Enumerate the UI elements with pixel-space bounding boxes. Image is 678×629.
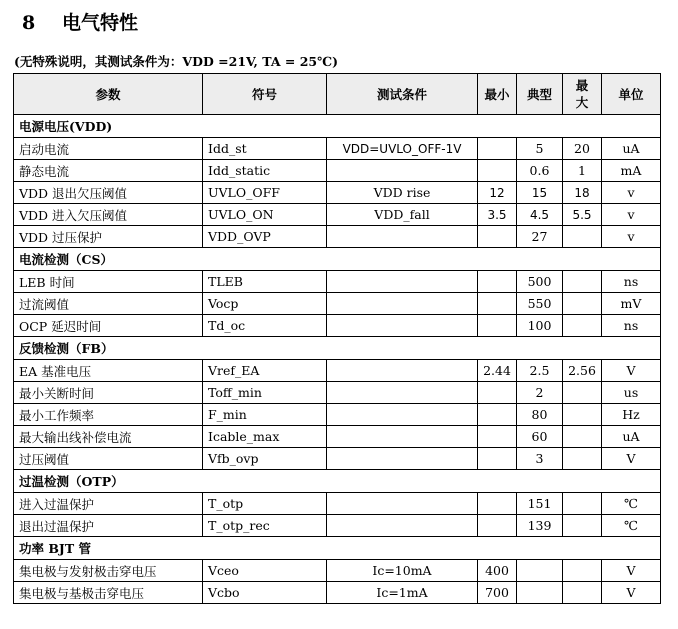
table-body [14,115,661,604]
section-header-row [14,470,661,493]
param-cell: 启动电流 [14,138,203,160]
symbol-cell: Idd_static [203,160,327,182]
min-cell [478,160,517,182]
section-header-row [14,537,661,560]
symbol-cell: Idd_st [203,138,327,160]
table-header-row [14,74,661,115]
table-row [14,226,661,248]
condition-cell [327,160,478,182]
electrical-characteristics-table [13,73,661,604]
param-cell: VDD 进入欠压阈值 [14,204,203,226]
unit-cell: V [602,360,661,382]
table-row [14,360,661,382]
max-cell [563,293,602,315]
table-row [14,160,661,182]
typ-cell: 2.5 [517,360,563,382]
unit-cell: v [602,204,661,226]
typ-cell [517,582,563,604]
section-title: 电气特性 [62,12,139,34]
max-cell [563,448,602,470]
param-cell: LEB 时间 [14,271,203,293]
param-cell: 最大输出线补偿电流 [14,426,203,448]
max-cell: 20 [563,138,602,160]
unit-cell: mA [602,160,661,182]
min-cell: 400 [478,560,517,582]
section-title: 过温检测（OTP） [14,470,661,493]
table-row [14,493,661,515]
max-cell [563,271,602,293]
table-row [14,448,661,470]
section-title: 功率 BJT 管 [14,537,661,560]
symbol-cell: UVLO_ON [203,204,327,226]
unit-cell: V [602,560,661,582]
section-title: 反馈检测（FB） [14,337,661,360]
typ-cell: 60 [517,426,563,448]
table-row [14,315,661,337]
symbol-cell: Icable_max [203,426,327,448]
max-cell [563,382,602,404]
param-cell: 最小工作频率 [14,404,203,426]
min-cell [478,426,517,448]
unit-cell: mV [602,293,661,315]
min-cell [478,315,517,337]
table-row [14,271,661,293]
section-header-row [14,115,661,138]
max-cell [563,404,602,426]
param-cell: 最小关断时间 [14,382,203,404]
max-cell [563,226,602,248]
max-cell [563,493,602,515]
condition-cell: Ic=10mA [327,560,478,582]
param-cell: OCP 延迟时间 [14,315,203,337]
typ-cell: 2 [517,382,563,404]
section-header-row [14,337,661,360]
col-header-condition: 测试条件 [327,74,478,115]
condition-cell [327,271,478,293]
unit-cell: Hz [602,404,661,426]
unit-cell: V [602,448,661,470]
col-header-typ: 典型 [517,74,563,115]
max-cell: 5.5 [563,204,602,226]
typ-cell: 550 [517,293,563,315]
condition-cell: VDD=UVLO_OFF-1V [327,138,478,160]
max-cell [563,315,602,337]
max-cell [563,582,602,604]
typ-cell: 80 [517,404,563,426]
typ-cell: 5 [517,138,563,160]
max-cell: 18 [563,182,602,204]
param-cell: 集电极与发射极击穿电压 [14,560,203,582]
section-title: 电流检测（CS） [14,248,661,271]
param-cell: 退出过温保护 [14,515,203,537]
table-row [14,404,661,426]
table-row [14,515,661,537]
min-cell [478,382,517,404]
param-cell: VDD 退出欠压阈值 [14,182,203,204]
symbol-cell: Vfb_ovp [203,448,327,470]
max-cell [563,515,602,537]
min-cell [478,404,517,426]
unit-cell: uA [602,138,661,160]
max-cell [563,560,602,582]
typ-cell: 4.5 [517,204,563,226]
typ-cell: 3 [517,448,563,470]
table-row [14,382,661,404]
table-row [14,138,661,160]
table-row [14,182,661,204]
table-row [14,560,661,582]
param-cell: EA 基准电压 [14,360,203,382]
min-cell: 12 [478,182,517,204]
symbol-cell: Vcbo [203,582,327,604]
condition-cell [327,515,478,537]
param-cell: VDD 过压保护 [14,226,203,248]
unit-cell: V [602,582,661,604]
typ-cell: 151 [517,493,563,515]
condition-cell: Ic=1mA [327,582,478,604]
typ-cell: 500 [517,271,563,293]
condition-cell [327,360,478,382]
param-cell: 集电极与基极击穿电压 [14,582,203,604]
condition-cell: VDD rise [327,182,478,204]
table-row [14,293,661,315]
table-row [14,204,661,226]
section-heading [22,8,138,35]
col-header-min: 最小 [478,74,517,115]
typ-cell [517,560,563,582]
symbol-cell: VDD_OVP [203,226,327,248]
min-cell: 2.44 [478,360,517,382]
min-cell [478,138,517,160]
section-title: 电源电压(VDD) [14,115,661,138]
min-cell [478,448,517,470]
col-header-symbol: 符号 [203,74,327,115]
typ-cell: 27 [517,226,563,248]
col-header-unit: 单位 [602,74,661,115]
condition-cell [327,493,478,515]
typ-cell: 100 [517,315,563,337]
col-header-param: 参数 [14,74,203,115]
unit-cell: v [602,182,661,204]
min-cell [478,493,517,515]
unit-cell: ℃ [602,515,661,537]
symbol-cell: Toff_min [203,382,327,404]
section-number: 8 [22,12,36,34]
section-header-row [14,248,661,271]
symbol-cell: Td_oc [203,315,327,337]
min-cell: 3.5 [478,204,517,226]
symbol-cell: TLEB [203,271,327,293]
min-cell [478,515,517,537]
typ-cell: 0.6 [517,160,563,182]
condition-cell [327,382,478,404]
condition-cell [327,448,478,470]
unit-cell: ns [602,315,661,337]
min-cell [478,271,517,293]
min-cell [478,226,517,248]
min-cell [478,293,517,315]
param-cell: 进入过温保护 [14,493,203,515]
test-condition-note: (无特殊说明，其测试条件为：VDD =21V, TA = 25℃) [14,54,339,69]
condition-cell [327,315,478,337]
max-cell: 2.56 [563,360,602,382]
unit-cell: us [602,382,661,404]
symbol-cell: F_min [203,404,327,426]
max-cell [563,426,602,448]
param-cell: 静态电流 [14,160,203,182]
param-cell: 过压阈值 [14,448,203,470]
col-header-max: 最大 [563,74,602,115]
condition-cell [327,426,478,448]
min-cell: 700 [478,582,517,604]
typ-cell: 15 [517,182,563,204]
symbol-cell: T_otp [203,493,327,515]
unit-cell: v [602,226,661,248]
condition-cell: VDD_fall [327,204,478,226]
symbol-cell: Vocp [203,293,327,315]
condition-cell [327,226,478,248]
unit-cell: uA [602,426,661,448]
table-row [14,426,661,448]
symbol-cell: T_otp_rec [203,515,327,537]
symbol-cell: Vref_EA [203,360,327,382]
table-row [14,582,661,604]
typ-cell: 139 [517,515,563,537]
condition-cell [327,293,478,315]
max-cell: 1 [563,160,602,182]
param-cell: 过流阈值 [14,293,203,315]
condition-cell [327,404,478,426]
unit-cell: ℃ [602,493,661,515]
symbol-cell: UVLO_OFF [203,182,327,204]
unit-cell: ns [602,271,661,293]
symbol-cell: Vceo [203,560,327,582]
